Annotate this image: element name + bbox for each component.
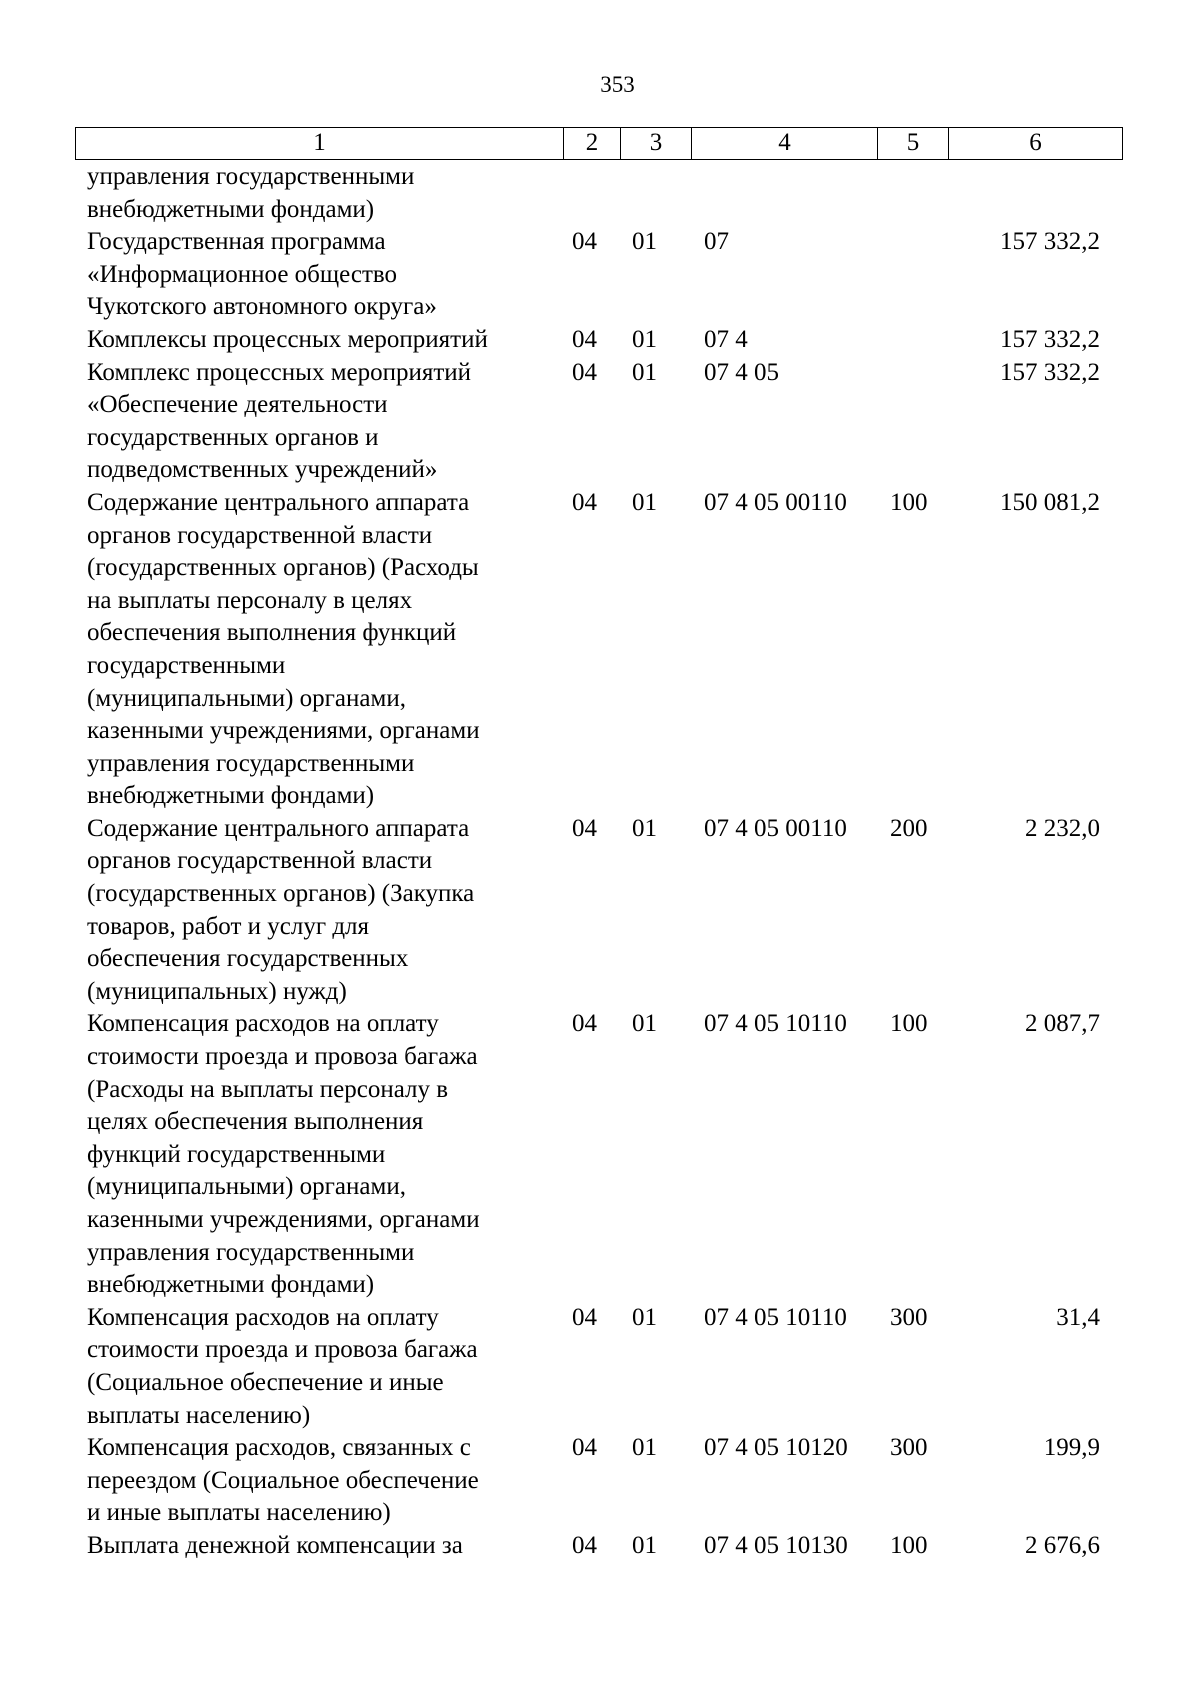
expense-type-code: 100 [890, 1010, 928, 1038]
expense-item-name-line: «Информационное общество [87, 260, 398, 288]
expense-item-name-line: управления государственными [87, 1238, 415, 1266]
table-row [87, 1008, 1117, 1301]
expense-item-name-line: и иные выплаты населению) [87, 1499, 391, 1527]
column-number-6: 6 [1029, 129, 1042, 156]
expense-item-name-line: стоимости проезда и провоза багажа [87, 1043, 478, 1071]
expense-item-name-line: стоимости проезда и провоза багажа [87, 1336, 478, 1364]
expense-item-name-line: обеспечения государственных [87, 945, 409, 973]
expense-item-name-line: Государственная программа [87, 228, 386, 256]
subsection-code: 01 [632, 358, 657, 386]
expense-item-name-line: управления государственными [87, 749, 415, 777]
target-article-code: 07 4 05 00110 [704, 814, 847, 842]
section-code: 04 [572, 1303, 597, 1331]
expense-type-code: 300 [890, 1434, 928, 1462]
table-column-header [75, 127, 1123, 160]
expense-item-name [87, 226, 572, 324]
table-row [87, 1302, 1117, 1432]
expense-item-name-line: Компенсация расходов, связанных с [87, 1434, 471, 1462]
table-row [87, 1530, 1117, 1563]
column-number-3: 3 [621, 128, 692, 159]
target-article-code: 07 [704, 228, 729, 256]
expense-type-code: 100 [890, 488, 928, 516]
amount: 157 332,2 [1000, 228, 1100, 256]
expense-item-name-line: Компенсация расходов на оплату [87, 1010, 439, 1038]
amount: 199,9 [1043, 1434, 1100, 1462]
expense-item-name-line: внебюджетными фондами) [87, 1271, 375, 1299]
section-code: 04 [572, 1531, 597, 1559]
expense-item-name-line: внебюджетными фондами) [87, 782, 375, 810]
expense-item-name-line: (государственных органов) (Закупка [87, 880, 475, 908]
expense-item-name-line: Комплексы процессных мероприятий [87, 325, 488, 353]
expense-item-name-line: государственными [87, 651, 286, 679]
expense-item-name-line: (муниципальными) органами, [87, 1173, 406, 1201]
expense-item-name-line: Чукотского автономного округа» [87, 293, 437, 321]
column-number-1: 1 [76, 128, 564, 159]
expense-item-name-line: (муниципальными) органами, [87, 684, 406, 712]
expense-item-name-line: (Расходы на выплаты персоналу в [87, 1075, 449, 1103]
expense-item-name-line: (государственных органов) (Расходы [87, 554, 479, 582]
section-code: 04 [572, 228, 597, 256]
subsection-code: 01 [632, 1303, 657, 1331]
subsection-code: 01 [632, 488, 657, 516]
expense-item-name-line: (муниципальных) нужд) [87, 977, 347, 1005]
subsection-code: 01 [632, 1434, 657, 1462]
table-row [87, 1432, 1117, 1530]
expense-item-name-line: управления государственными [87, 163, 415, 190]
expense-item-name-line: Компенсация расходов на оплату [87, 1303, 439, 1331]
column-number-2: 2 [564, 128, 621, 159]
expense-item-name-line: переездом (Социальное обеспечение [87, 1466, 479, 1494]
section-code: 04 [572, 814, 597, 842]
expense-item-name-line: казенными учреждениями, органами [87, 717, 480, 745]
expense-item-name-line: Выплата денежной компенсации за [87, 1531, 463, 1559]
expense-item-name-line: функций государственными [87, 1140, 386, 1168]
subsection-code: 01 [632, 814, 657, 842]
expense-item-name [87, 487, 572, 813]
table-row [87, 357, 1117, 487]
amount: 31,4 [1056, 1303, 1100, 1331]
expense-item-name-line: Содержание центрального аппарата [87, 488, 470, 516]
expense-item-name [87, 357, 572, 487]
target-article-code: 07 4 05 [704, 358, 779, 386]
expense-item-name-line: казенными учреждениями, органами [87, 1206, 480, 1233]
table-row [87, 324, 1117, 357]
section-code: 04 [572, 1434, 597, 1462]
expense-item-name [87, 1432, 572, 1530]
target-article-code: 07 4 05 10110 [704, 1303, 847, 1331]
expense-type-code: 300 [890, 1303, 928, 1331]
column-number-5: 5 [878, 128, 949, 159]
expense-type-code: 100 [890, 1531, 928, 1559]
expense-item-name-line: обеспечения выполнения функций [87, 619, 457, 647]
expense-type-code: 200 [890, 814, 928, 842]
subsection-code: 01 [632, 1531, 657, 1559]
amount: 157 332,2 [1000, 325, 1100, 353]
subsection-code: 01 [632, 325, 657, 353]
expense-item-name-line: целях обеспечения выполнения [87, 1108, 424, 1136]
section-code: 04 [572, 1010, 597, 1038]
target-article-code: 07 4 05 10110 [704, 1010, 847, 1038]
amount: 2 232,0 [1025, 814, 1100, 842]
subsection-code: 01 [632, 228, 657, 256]
target-article-code: 07 4 05 10130 [704, 1531, 848, 1559]
expense-item-name-line: государственных органов и [87, 423, 379, 451]
expense-item-name-line: на выплаты персоналу в целях [87, 586, 413, 614]
expense-item-name-line: органов государственной власти [87, 521, 433, 549]
amount: 150 081,2 [1000, 488, 1100, 516]
expense-item-name-line: Комплекс процессных мероприятий [87, 358, 472, 386]
target-article-code: 07 4 05 10120 [704, 1434, 848, 1462]
expense-item-name-line: «Обеспечение деятельности [87, 391, 388, 419]
subsection-code: 01 [632, 1010, 657, 1038]
expense-item-name-line: товаров, работ и услуг для [87, 912, 370, 940]
page-number: 353 [600, 72, 635, 97]
expense-item-name-line: (Социальное обеспечение и иные [87, 1368, 444, 1396]
expense-item-name-line: внебюджетными фондами) [87, 195, 375, 223]
table-row [87, 161, 1117, 226]
amount: 157 332,2 [1000, 358, 1100, 386]
table-row [87, 487, 1117, 813]
section-code: 04 [572, 325, 597, 353]
expense-item-name [87, 324, 572, 357]
expense-item-name [87, 813, 572, 1009]
expense-item-name [87, 1008, 572, 1301]
expense-item-name-line: подведомственных учреждений» [87, 456, 438, 484]
amount: 2 087,7 [1025, 1010, 1100, 1038]
expense-item-name [87, 1530, 572, 1563]
budget-table-body [87, 161, 1117, 1563]
expense-item-name [87, 1302, 572, 1432]
section-code: 04 [572, 358, 597, 386]
amount: 2 676,6 [1025, 1531, 1100, 1559]
expense-item-name-line: органов государственной власти [87, 847, 433, 875]
target-article-code: 07 4 05 00110 [704, 488, 847, 516]
table-row [87, 226, 1117, 324]
table-row [87, 813, 1117, 1009]
expense-item-name [87, 161, 572, 226]
section-code: 04 [572, 488, 597, 516]
target-article-code: 07 4 [704, 325, 748, 353]
expense-item-name-line: выплаты населению) [87, 1401, 311, 1429]
column-number-4: 4 [692, 128, 878, 159]
expense-item-name-line: Содержание центрального аппарата [87, 814, 470, 842]
